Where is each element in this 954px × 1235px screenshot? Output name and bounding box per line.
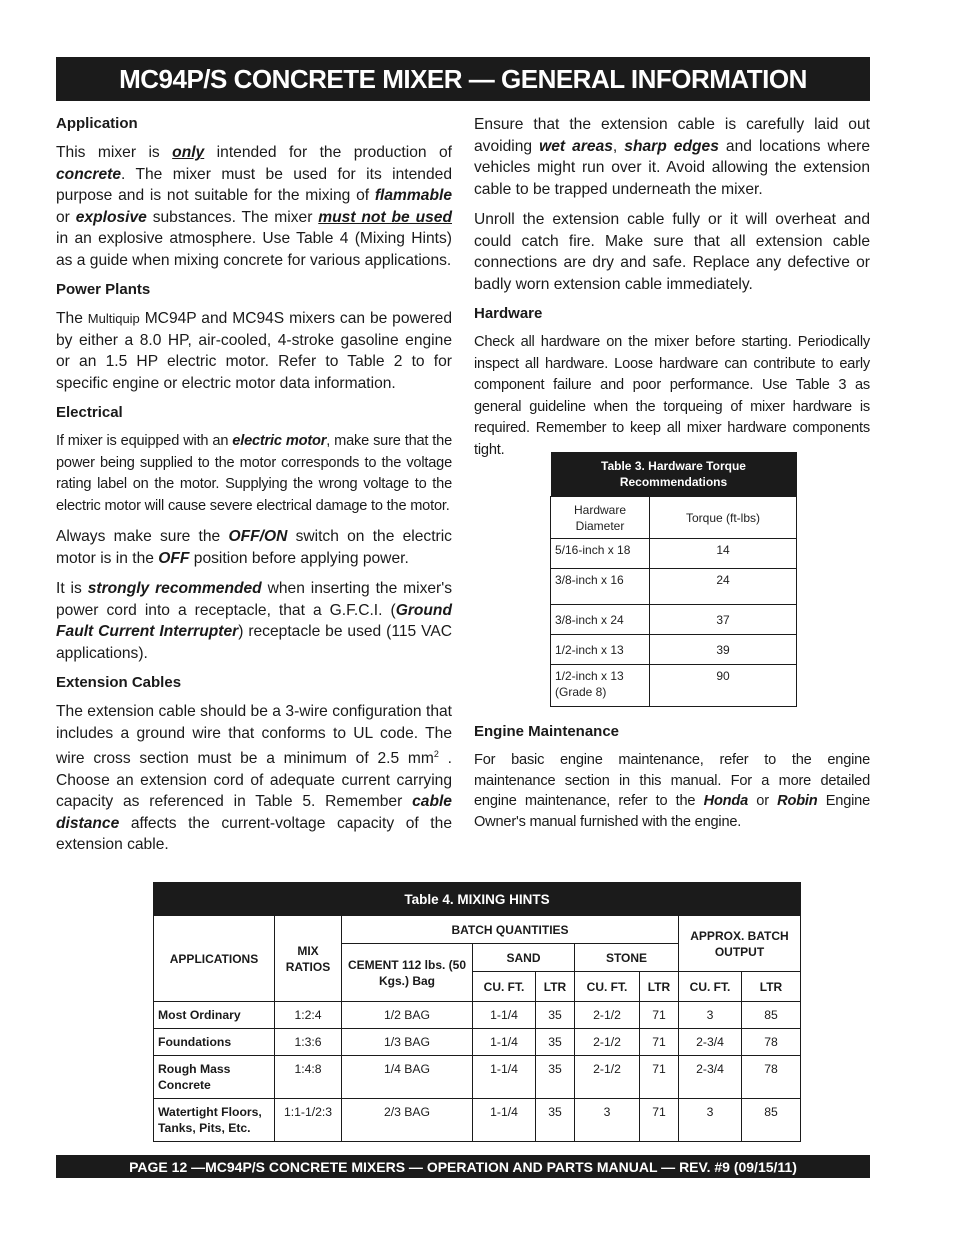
hardware-torque-table [550,452,797,707]
table3-cell: 39 [650,635,797,665]
application-heading: Application [56,115,138,132]
left-column [56,114,452,865]
table4-cell: 85 [742,1002,801,1029]
engine-maintenance-section [474,722,870,841]
table4-header-applications: APPLICATIONS [154,916,275,1002]
table3-cell: 24 [650,569,797,605]
text-run: This mixer is [56,144,173,161]
table4-cell: 1:1-1/2:3 [275,1099,342,1142]
table4-cell: 1-1/4 [473,1056,536,1099]
text-run: ) receptacle be used (115 VAC applications). [56,623,452,662]
emphasis-off: OFF [158,549,190,567]
table-row [551,635,797,665]
table-row [551,665,797,707]
table3-cell: 5/16-inch x 18 [551,539,650,569]
text-run: . The mixer must be used for its intended purpose and is not suitable for the mixing of [56,165,452,204]
text-run: For basic engine maintenance, refer to the engine maintenance section in this manual. For a more detailed engine maintenance, refer to the [474,752,870,809]
table-row [154,1002,801,1029]
emphasis-concrete: concrete [56,165,122,183]
table4-cell: Foundations [154,1029,275,1056]
table4-cell: 1-1/4 [473,1029,536,1056]
emphasis-robin: Robin [777,793,818,809]
table3-cell: 14 [650,539,797,569]
table4-header-mix-ratios: MIX RATIOS [275,916,342,1002]
text-run: when inserting the mixer's power cord into a receptacle, that a G.F.C.I. ( [56,580,453,619]
table4-cell: 71 [640,1002,679,1029]
text-run: or [56,208,76,226]
table4-header-sand-ltr: LTR [536,972,575,1002]
table3-cell: 3/8-inch x 16 [551,569,650,605]
table4-cell: 85 [742,1099,801,1142]
table4-cell: 35 [536,1056,575,1099]
table4-cell: Watertight Floors, Tanks, Pits, Etc. [154,1099,275,1142]
table4-cell: 35 [536,1029,575,1056]
electrical-paragraph-3 [56,578,452,664]
table4-caption: Table 4. MIXING HINTS [154,883,801,916]
emphasis-sharp-edges: sharp edges [624,137,719,155]
table4-cell: 3 [679,1002,742,1029]
hardware-paragraph: Check all hardware on the mixer before starting. Periodically inspect all hardware. Loose hardware can contribute to early component failure and poor performance. Use Table 3 as general guideline when the torqueing of mixer hardware is required. Remember to keep all mixer hardware components tight. [474,334,870,458]
power-plants-heading: Power Plants [56,281,151,298]
extension-unroll-paragraph: Unroll the extension cable fully or it will overheat and could catch fire. Make sure that all extension cable connections are dry and safe. Replace any defective or badly worn extension cable immediately. [474,211,870,293]
table4-header-output-cuft: CU. FT. [679,972,742,1002]
text-run: Engine Owner's manual furnished with the engine. [474,793,870,830]
text-run: . Choose an extension cord of adequate current carrying capacity as referenced in Table 5. Remember [56,750,452,811]
table-row [154,1029,801,1056]
text-run: If mixer is equipped with an [56,433,233,449]
table-row [551,539,797,569]
mixing-hints-table [153,882,801,1142]
table3-cell: 3/8-inch x 24 [551,605,650,635]
table4-header-output-ltr: LTR [742,972,801,1002]
table4-cell: 1/3 BAG [342,1029,473,1056]
table4-cell: Most Ordinary [154,1002,275,1029]
table4-cell: 35 [536,1099,575,1142]
extension-cables-heading: Extension Cables [56,674,182,691]
table-row [551,569,797,605]
table3-cell: 90 [650,665,797,707]
table4-header-batch-quantities: BATCH QUANTITIES [342,916,679,944]
table4-header-stone-ltr: LTR [640,972,679,1002]
emphasis-electric-motor: electric motor [232,433,327,449]
table4-cell: 1:2:4 [275,1002,342,1029]
emphasis-flammable: flammable [374,187,452,204]
emphasis-gfci: Ground Fault Current Interrupter [56,601,452,640]
table3-caption: Table 3. Hardware Torque Recommendations [551,452,797,497]
table4-cell: 1/4 BAG [342,1056,473,1099]
hardware-heading: Hardware [474,305,543,322]
text-run: The [56,310,88,327]
table4-header-batch-output: APPROX. BATCH OUTPUT [679,916,801,972]
table4-cell: 35 [536,1002,575,1029]
emphasis-honda: Honda [703,793,749,809]
table4-cell: 2-1/2 [575,1056,640,1099]
table4-header-sand: SAND [473,944,575,972]
table4-cell: 1:4:8 [275,1056,342,1099]
text-run: in an explosive atmosphere. Use Table 4 (Mixing Hints) as a guide when mixing concrete for various applications. [56,230,452,269]
emphasis-explosive: explosive [75,208,147,226]
engine-maintenance-heading: Engine Maintenance [474,723,620,740]
table4-cell: Rough Mass Concrete [154,1056,275,1099]
text-run: Ensure that the extension cable is carefully laid out avoiding [474,116,870,155]
table3-cell: 1/2-inch x 13 (Grade 8) [551,665,650,707]
text-run: position before applying power. [189,549,409,567]
table3-header-torque: Torque (ft-lbs) [650,497,797,539]
emphasis-off-on: OFF/ON [228,528,288,545]
table4-cell: 2-3/4 [679,1029,742,1056]
table4-cell: 2-1/2 [575,1002,640,1029]
table4-cell: 1-1/4 [473,1002,536,1029]
text-run: intended for the production of [204,144,452,161]
table-row [154,1056,801,1099]
table3-cell: 37 [650,605,797,635]
text-run: MC94P and MC94S mixers can be powered by either a 8.0 HP, air-cooled, 4-stroke gasoline engine or an 1.5 HP electric motor. Refer to Table 2 to for specific engine or electric motor data information. [56,310,452,392]
extension-cables-paragraph [56,701,452,856]
text-run: Always make sure the [56,528,229,545]
engine-maintenance-paragraph [474,750,870,832]
table4-cell: 71 [640,1099,679,1142]
table4-cell: 1-1/4 [473,1099,536,1142]
table4-cell: 71 [640,1029,679,1056]
text-run: affects the current-voltage capacity of the extension cable. [56,814,452,854]
emphasis-wet-areas: wet areas [539,137,613,155]
table4-cell: 3 [679,1099,742,1142]
brand-name: Multiquip [87,311,140,326]
text-run: , [612,137,625,155]
table4-cell: 1/2 BAG [342,1002,473,1029]
electrical-paragraph-1 [56,431,452,517]
text-run: The extension cable should be a 3-wire configuration that includes a ground wire that conforms to UL code. The wire cross section must be a minimum of 2.5 mm [56,703,452,768]
table4-header-sand-cuft: CU. FT. [473,972,536,1002]
emphasis-must-not: must not be used [318,208,452,226]
emphasis-only: only [172,144,205,161]
table4-cell: 78 [742,1056,801,1099]
emphasis-strongly-recommended: strongly recommended [87,580,262,597]
text-run: or [748,793,778,809]
electrical-paragraph-2 [56,526,452,569]
table4-cell: 78 [742,1029,801,1056]
text-run: It is [56,580,88,597]
table4-header-stone-cuft: CU. FT. [575,972,640,1002]
extension-layout-paragraph [474,114,870,200]
page-title: MC94P/S CONCRETE MIXER — GENERAL INFORMATION [56,57,870,101]
table4-cell: 71 [640,1056,679,1099]
right-column [474,114,870,470]
text-run: switch on the electric motor is in the [56,528,452,567]
superscript: 2 [433,749,439,759]
text-run: substances. The mixer [146,208,319,226]
power-plants-paragraph [56,308,452,394]
table3-cell: 1/2-inch x 13 [551,635,650,665]
table-row [551,605,797,635]
table4-cell: 3 [575,1099,640,1142]
table-row [154,1099,801,1142]
text-run: and locations where vehicles might run over it. Avoid allowing the extension cable to be trapped underneath the mixer. [474,137,871,198]
table4-cell: 2-1/2 [575,1029,640,1056]
page-footer: PAGE 12 —MC94P/S CONCRETE MIXERS — OPERATION AND PARTS MANUAL — REV. #9 (09/15/11) [56,1155,870,1178]
table4-header-cement: CEMENT 112 lbs. (50 Kgs.) Bag [342,944,473,1002]
table4-cell: 2-3/4 [679,1056,742,1099]
table4-header-stone: STONE [575,944,679,972]
text-run: , make sure that the power being supplied to the motor corresponds to the voltage rating label on the motor. Supplying the wrong voltage to the electric motor will cause severe electrical damage to the motor. [56,433,452,514]
application-paragraph [56,142,452,271]
emphasis-cable-distance: cable distance [56,793,452,832]
table4-cell: 2/3 BAG [342,1099,473,1142]
electrical-heading: Electrical [56,404,123,421]
table4-cell: 1:3:6 [275,1029,342,1056]
table3-header-diameter: Hardware Diameter [551,497,650,539]
